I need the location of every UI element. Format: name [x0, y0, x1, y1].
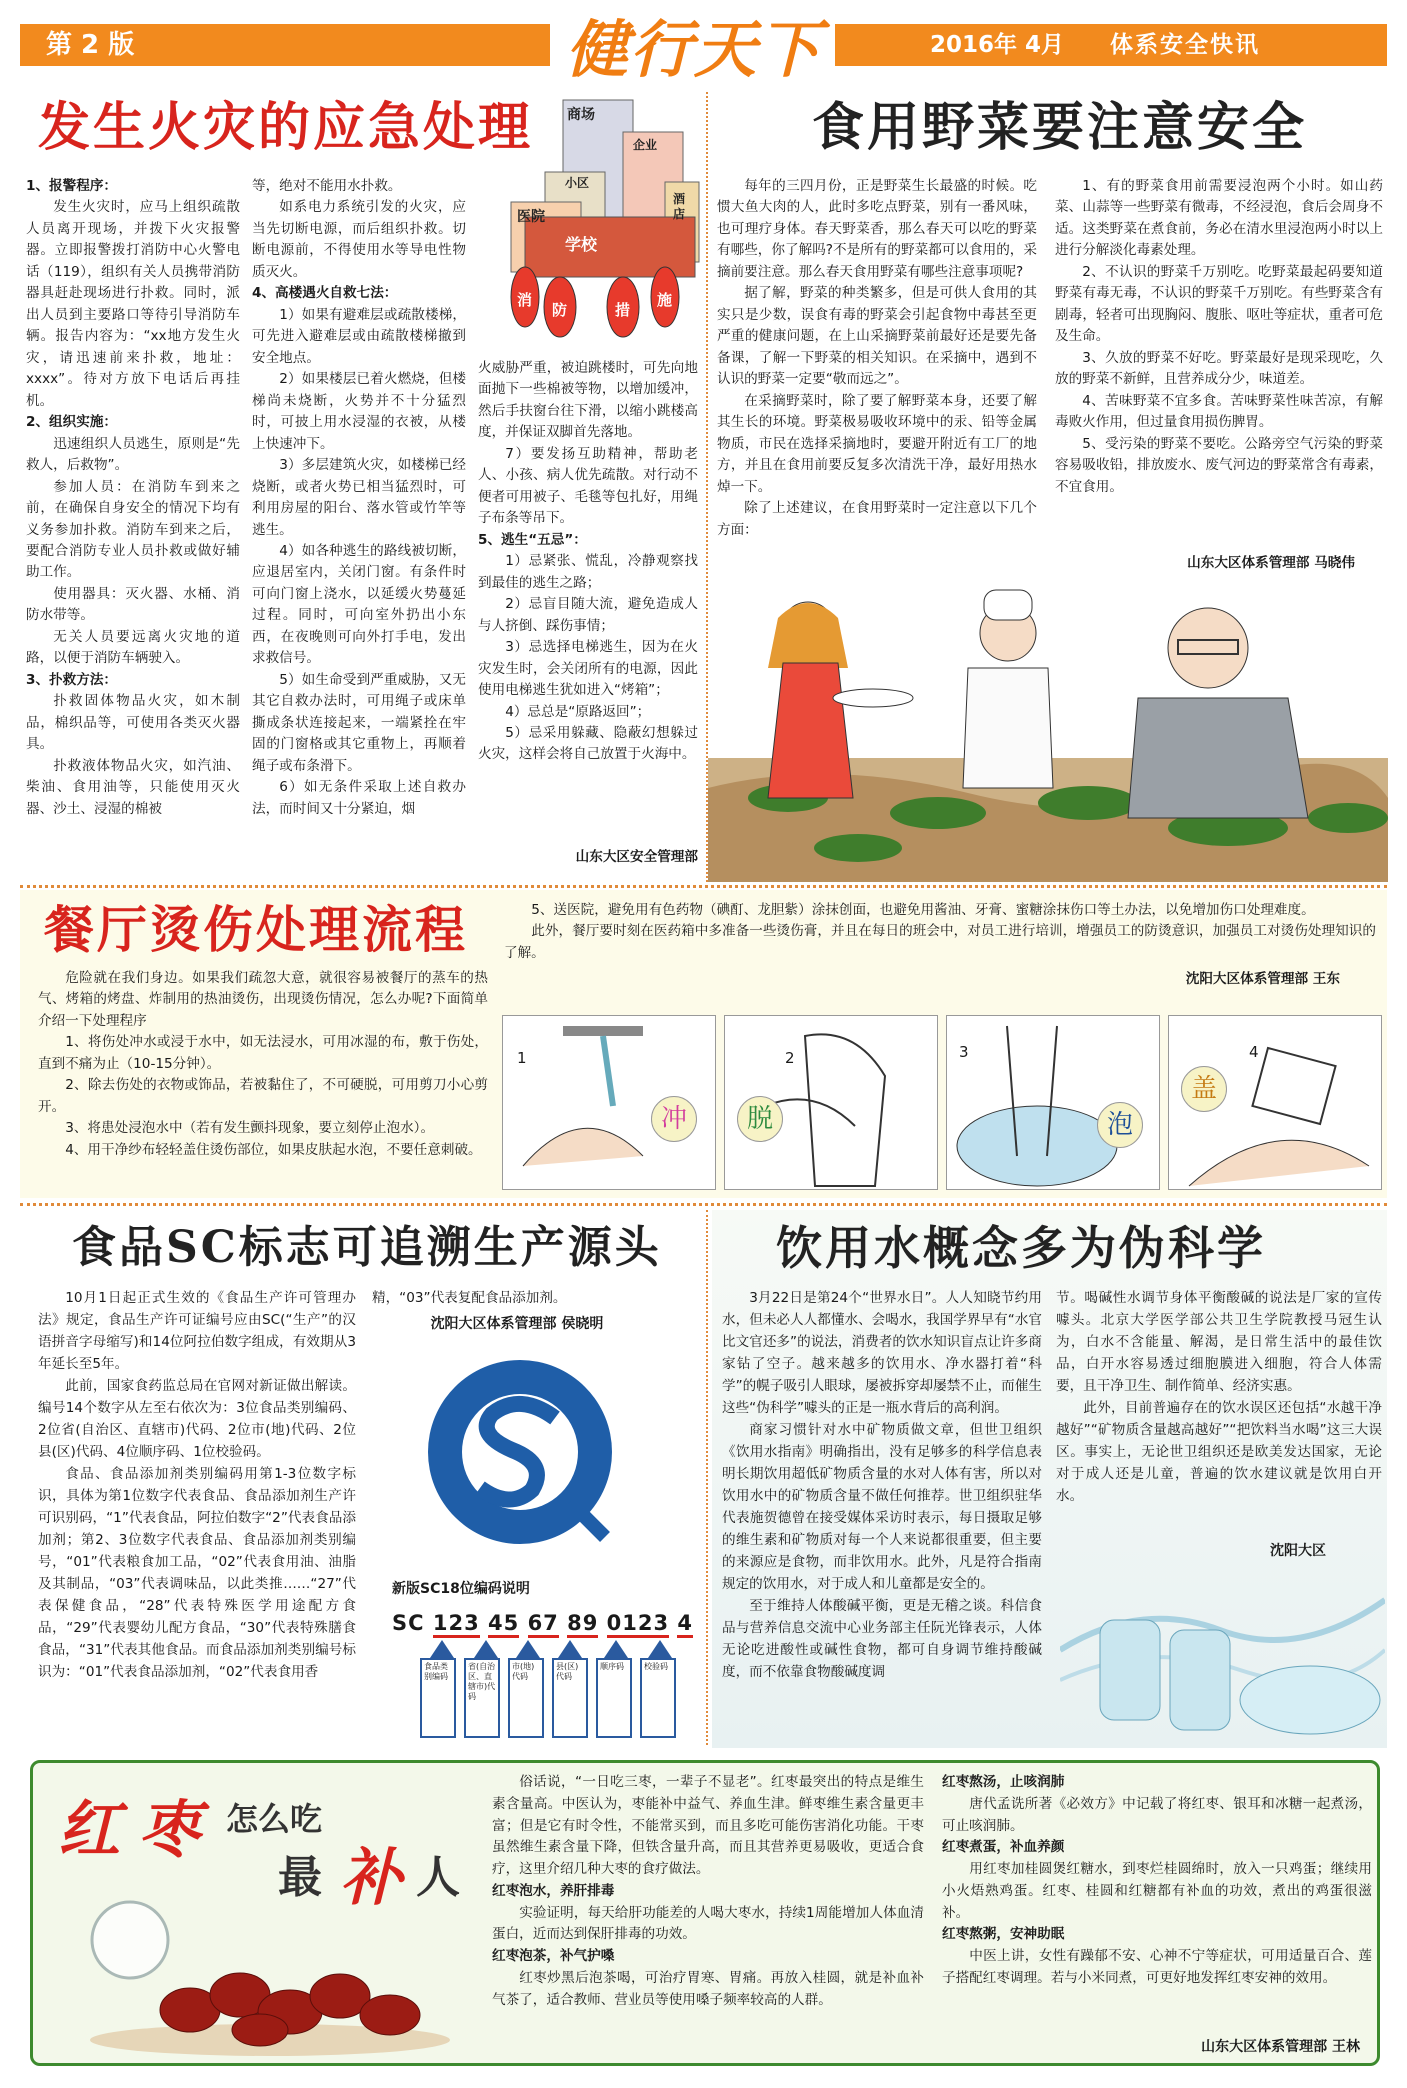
paragraph: 1）如果有避难层或疏散楼梯，可先进入避难层或由疏散楼梯撤到安全地点。	[252, 306, 466, 366]
burn-step-4	[1168, 1015, 1382, 1190]
subheading: 红枣煮蛋，补血养颜	[942, 1839, 1065, 1856]
water-illustration	[1060, 1560, 1385, 1745]
step-word: 盖	[1181, 1066, 1227, 1112]
burn-right	[504, 900, 1376, 964]
fire-title: 发生火灾的应急处理	[38, 97, 534, 158]
paragraph: 使用器具：灭火器、水桶、消防水带等。	[26, 585, 240, 624]
dates-title-char: 人	[416, 1852, 460, 1903]
sc-code-group: 4	[677, 1611, 693, 1638]
fire-col-2	[252, 176, 466, 820]
sc-left	[38, 1287, 356, 1683]
sc-code-label: 食品类别编码	[420, 1658, 456, 1738]
paragraph: 3）忌选择电梯逃生，因为在火灾发生时，会关闭所有的电源，因此使用电梯逃生犹如进入“烤箱”；	[478, 639, 698, 699]
step-number: 4	[1249, 1043, 1259, 1061]
dates-illustration	[70, 1900, 470, 2060]
header-paper-name: 体系安全快讯	[1110, 32, 1260, 58]
fire-illustration	[505, 92, 702, 342]
paragraph: 4、苦味野菜不宜多食。苦味野菜性味苦凉，有解毒败火作用，但过量食用损伤脾胃。	[1055, 392, 1383, 431]
paragraph: 2、除去伤处的衣物或饰品，若被黏住了，不可硬脱，可用剪刀小心剪开。	[38, 1077, 488, 1115]
extinguisher-label: 防	[552, 301, 568, 319]
subheading: 3、扑救方法：	[26, 671, 118, 688]
dates-title-char: 红	[58, 1793, 121, 1866]
paragraph: 如系电力系统引发的火灾，应当先切断电源，而后组织扑救。切断电源前，不得使用水等导电性物质灭火。	[252, 199, 466, 280]
paragraph: 2）如果楼层已着火燃烧，但楼梯尚未烧断，火势并不十分猛烈时，可披上用水浸湿的衣被，从楼上快速冲下。	[252, 371, 466, 452]
paragraph: 5、受污染的野菜不要吃。公路旁空气污染的野菜容易吸收铅，排放废水、废气河边的野菜常含有毒素，不宜食用。	[1055, 435, 1383, 495]
paragraph: 4）忌总是“原路返回”；	[505, 703, 651, 720]
paragraph: 火威胁严重，被迫跳楼时，可先向地面抛下一些棉被等物，以增加缓冲，然后手扶窗台往下滑，以缩小跳楼高度，并保证双脚首先落地。	[478, 360, 698, 441]
paragraph: 节。喝碱性水调节身体平衡酸碱的说法是厂家的宣传噱头。北京大学医学部公共卫生学院教授马冠生认为，白水不含能量、解渴，是日常生活中的最佳饮品，白开水容易透过细胞膜进入细胞，符合人体需要，且干净卫生、制作简单、经济实惠。	[1056, 1290, 1382, 1395]
paragraph: 3、将患处浸泡水中（若有发生颤抖现象，要立刻停止泡水）。	[65, 1120, 435, 1137]
paragraph: 俗话说，“一日吃三枣，一辈子不显老”。红枣最突出的特点是维生素含量高。中医认为，枣能补中益气、养血生津。鲜枣维生素含量更丰富；但是它有时令性，不能常买到，而且多吃可能伤害消化功能。干枣虽然维生素含量下降，但铁含量升高，而且其营养更易吸收，更适合食疗，这里介绍几种大枣的食疗做法。	[492, 1774, 924, 1877]
water-author: 沈阳大区	[1270, 1543, 1326, 1559]
divider	[20, 1203, 1387, 1206]
burn-author: 沈阳大区体系管理部 王东	[1185, 971, 1340, 987]
paragraph: 5）如生命受到严重威胁，又无其它自救办法时，可用绳子或床单撕成条状连接起来，一端紧拴在牢固的门窗格或其它重物上，再顺着绳子或布条滑下。	[252, 671, 466, 774]
veg-col-2	[1055, 176, 1383, 498]
paragraph: 每年的三四月份，正是野菜生长最盛的时候。吃惯大鱼大肉的人，此时多吃点野菜，别有一番风味，也可理疗身体。春天野菜香，那么春天可以吃的野菜有哪些，你了解吗?不是所有的野菜都可以食用的，采摘前要注意。那么春天食用野菜有哪些注意事项呢?	[717, 178, 1037, 280]
paragraph: 2）忌盲目随大流，避免造成人与人挤倒、踩伤事情；	[478, 596, 698, 634]
extinguisher-label: 消	[517, 291, 533, 309]
paragraph: 除了上述建议，在食用野菜时一定注意以下几个方面：	[717, 500, 1037, 538]
paragraph: 6）如无条件采取上述自救办法，而时间又十分紧迫，烟	[252, 779, 466, 817]
paragraph: 此前，国家食药监总局在官网对新证做出解读。编号14个数字从左至右依次为：3位食品类别编码、2位省(自治区、直辖市)代码、2位市(地)代码、2位县(区)代码、4位顺序码、1位校验码。	[38, 1378, 356, 1461]
paragraph: 1）忌紧张、慌乱，冷静观察找到最佳的逃生之路；	[478, 553, 698, 591]
dates-col-2	[942, 1772, 1372, 1990]
paragraph: 扑救液体物品火灾，如汽油、柴油、食用油等，只能使用灭火器、沙土、浸湿的棉被	[26, 757, 240, 817]
subheading: 红枣泡水，养肝排毒	[492, 1882, 615, 1899]
water-title: 饮用水概念多为伪科学	[776, 1221, 1266, 1275]
dates-title	[58, 1780, 478, 1920]
step-number: 3	[959, 1043, 969, 1061]
burn-title: 餐厅烫伤处理流程	[44, 900, 468, 959]
dates-title-char: 最	[278, 1852, 322, 1903]
building-label: 学校	[565, 235, 598, 254]
paragraph: 据了解，野菜的种类繁多，但是可供人食用的其实只是少数，误食有毒的野菜会引起食物中毒甚至更严重的健康问题，在上山采摘野菜前最好还是要先备备课，了解一下野菜的相关知识。在采摘中，遇到不认识的野菜一定要“敬而远之”。	[717, 285, 1037, 388]
building-label: 酒店	[673, 192, 686, 221]
paragraph: 发生火灾时，应马上组织疏散人员离开现场，并拨下火灾报警器。立即报警拨打消防中心火警电话（119），组织有关人员携带消防器具赶赴现场进行扑救。同时，派出人员到主要路口等待引导消防车辆。报告内容为：“xx地方发生火灾，请迅速前来扑救，地址：xxxx”。待对方放下电话后再挂机。	[26, 199, 240, 409]
extinguisher-label: 措	[615, 301, 631, 319]
paragraph: 用红枣加桂圆煲红糖水，到枣烂桂圆绵时，放入一只鸡蛋；继续用小火焐熟鸡蛋。红枣、桂圆和红糖都有补血的功效，煮出的鸡蛋很滋补。	[942, 1861, 1372, 1921]
paragraph: 2、不认识的野菜千万别吃。吃野菜最起码要知道野菜有毒无毒，不认识的野菜千万别吃。有些野菜含有剧毒，轻者可出现胸闷、腹胀、呕吐等症状，重者可危及生命。	[1055, 263, 1383, 345]
step-word: 泡	[1097, 1102, 1143, 1148]
sc-title: 食品SC标志可追溯生产源头	[72, 1222, 662, 1273]
paragraph: 红枣炒黑后泡茶喝，可治疗胃寒、胃痛。再放入桂圆，就是补血补气茶了，适合教师、营业员等使用嗓子频率较高的人群。	[492, 1969, 924, 2008]
sc-code-label: 省(自治区、直辖市)代码	[464, 1658, 500, 1738]
fire-author: 山东大区安全管理部	[575, 849, 698, 865]
paragraph: 3、久放的野菜不好吃。野菜最好是现采现吃，久放的野菜不新鲜，且营养成分少，味道差。	[1055, 349, 1383, 388]
divider	[20, 885, 1387, 888]
sc-right-text: 精，“03”代表复配食品添加剂。	[372, 1290, 567, 1306]
paragraph: 1、有的野菜食用前需要浸泡两个小时。如山药菜、山蒜等一些野菜有微毒，不经浸泡，食后会周身不适。这类野菜在煮食前，务必在清水里浸泡两小时以上进行分解淡化毒素处理。	[1055, 178, 1383, 259]
paragraph: 在采摘野菜时，除了要了解野菜本身，还要了解其生长的环境。野菜极易吸收环境中的汞、铅等金属物质，市民在选择采摘地时，要避开附近有工厂的地方，并且在食用前要反复多次清洗干净，最好用热水焯一下。	[717, 392, 1037, 495]
paragraph: 实验证明，每天给肝功能差的人喝大枣水，持续1周能增加人体血清蛋白，近而达到保肝排毒的功效。	[492, 1904, 924, 1943]
burn-step-1	[502, 1015, 716, 1190]
veg-title: 食用野菜要注意安全	[812, 97, 1308, 158]
dates-col-1	[492, 1772, 924, 2011]
sc-logo	[420, 1352, 620, 1552]
water-col-1	[722, 1287, 1042, 1683]
paragraph: 唐代孟诜所著《必效方》中记载了将红枣、银耳和冰糖一起煮汤，可止咳润肺。	[942, 1795, 1372, 1834]
sc-code	[392, 1606, 693, 1640]
burn-step-3	[946, 1015, 1160, 1190]
dates-title-char: 怎么吃	[226, 1800, 323, 1838]
extinguisher-label: 施	[657, 291, 673, 309]
sc-code-group: 123	[433, 1611, 480, 1638]
paragraph: 迅速组织人员逃生，原则是“先救人，后救物”。	[26, 435, 240, 474]
paragraph: 5）忌采用躲藏、隐蔽幻想躲过火灾，这样会将自己放置于火海中。	[478, 724, 698, 763]
sc-code-label: 县(区)代码	[552, 1658, 588, 1738]
sc-code-group: 89	[567, 1611, 598, 1638]
subheading: 红枣熬粥，安神助眠	[942, 1926, 1065, 1943]
subheading: 红枣熬汤，止咳润肺	[942, 1774, 1065, 1790]
veg-illustration	[708, 588, 1388, 882]
paragraph: 4）如各种逃生的路线被切断，应退居室内，关闭门窗。有条件时可向门窗上浇水，以延缓火势蔓延过程。同时，可向室外扔出小东西，在夜晚则可向外打手电，发出求救信号。	[252, 542, 466, 667]
paragraph: 7）要发扬互助精神，帮助老人、小孩、病人优先疏散。对行动不便者可用被子、毛毯等包扎好，用绳子布条等吊下。	[478, 445, 698, 527]
sc-code-label: 市(地)代码	[508, 1658, 544, 1738]
paragraph: 中医上讲，女性有躁郁不安、心神不宁等症状，可用适量百合、莲子搭配红枣调理。若与小米同煮，可更好地发挥红枣安神的效用。	[942, 1948, 1372, 1986]
sc-code-labels	[420, 1640, 690, 1740]
subheading: 1、报警程序：	[26, 178, 118, 194]
sc-code-group: 0123	[607, 1611, 669, 1638]
paragraph: 1、将伤处冲水或浸于水中，如无法浸水，可用冰湿的布，敷于伤处，直到不痛为止（10-15分钟）。	[38, 1034, 488, 1072]
building-label: 医院	[517, 209, 545, 225]
paragraph: 食品、食品添加剂类别编码用第1-3位数字标识，具体为第1位数字代表食品、食品添加剂生产许可识别码，“1”代表食品，阿拉伯数字“2”代表食品添加剂；第2、3位数字代表食品、食品添加剂类别编号，“01”代表粮食加工品，“02”代表食用油、油脂及其制品，“03”代表调味品，以此类推……“27”代表保健食品，“28”代表特殊医学用途配方食品，“29”代表婴幼儿配方食品，“30”代表特殊膳食食品，“31”代表其他食品。而食品添加剂类别编号标识为：“01”代表食品添加剂，“02”代表食用香	[38, 1466, 356, 1681]
paragraph: 此外，餐厅要时刻在医药箱中多准备一些烫伤膏，并且在每日的班会中，对员工进行培训，增强员工的防烫意识，加强员工对烫伤处理知识的了解。	[504, 923, 1376, 961]
sc-code-label: 顺序码	[596, 1658, 632, 1738]
paragraph: 无关人员要远离火灾地的道路，以便于消防车辆驶入。	[26, 628, 240, 667]
sc-code-label: 校验码	[640, 1658, 676, 1738]
paragraph: 参加人员：在消防车到来之前，在确保自身安全的情况下均有义务参加扑救。消防车到来之后，要配合消防专业人员扑救或做好辅助工作。	[26, 478, 240, 581]
fire-col-3	[478, 358, 698, 766]
veg-author: 山东大区体系管理部 马晓伟	[1187, 555, 1355, 571]
edition-label: 第 2 版	[46, 30, 135, 60]
step-number: 2	[785, 1049, 795, 1067]
water-col-2	[1056, 1287, 1382, 1507]
header-date: 2016年 4月	[930, 32, 1065, 58]
sc-code-caption: 新版SC18位编码说明	[392, 1581, 530, 1597]
dates-author: 山东大区体系管理部 王林	[1201, 2039, 1360, 2055]
dates-title-char: 补	[340, 1841, 403, 1914]
paragraph: 等，绝对不能用水扑救。	[252, 178, 402, 194]
building-label: 企业	[633, 138, 658, 152]
subheading: 2、组织实施：	[26, 414, 118, 431]
building-label: 商场	[567, 107, 595, 123]
building-label: 小区	[565, 176, 590, 190]
divider	[706, 1210, 708, 1745]
paragraph: 危险就在我们身边。如果我们疏忽大意，就很容易被餐厅的蒸车的热气、烤箱的烤盘、炸制用的热油烫伤，出现烫伤情况，怎么办呢?下面简单介绍一下处理程序	[38, 970, 488, 1029]
fire-col-1	[26, 176, 240, 820]
step-word: 脱	[737, 1096, 783, 1142]
paragraph: 3）多层建筑火灾，如楼梯已经烧断，或者火势已相当猛烈时，可利用房屋的阳台、落水管或竹竿等逃生。	[252, 457, 466, 538]
burn-left	[38, 968, 488, 1161]
dates-title-char: 枣	[138, 1793, 201, 1866]
sc-author: 沈阳大区体系管理部 侯晓明	[430, 1316, 604, 1332]
step-word: 冲	[651, 1096, 697, 1142]
paragraph: 此外，目前普遍存在的饮水误区还包括“水越干净越好”“矿物质含量越高越好”“把饮料当水喝”这三大误区。事实上，无论世卫组织还是欧美发达国家，无论对于成人还是儿童，普遍的饮水建议就是饮用白开水。	[1056, 1400, 1382, 1505]
subheading: 4、高楼遇火自救七法：	[252, 285, 398, 302]
step-number: 1	[517, 1049, 527, 1067]
paragraph: 3月22日是第24个“世界水日”。人人知晓节约用水，但未必人人都懂水、会喝水，我国学界早有“水官比文官还多”的说法，消费者的饮水知识盲点让许多商家钻了空子。越来越多的饮用水、净水器打着“科学”的幌子吸引人眼球，屡被拆穿却屡禁不止，而催生这些“伪科学”噱头的正是一瓶水背后的高利润。	[722, 1290, 1042, 1417]
sc-code-group: 45	[488, 1611, 519, 1638]
burn-step-2	[724, 1015, 938, 1190]
paragraph: 5、送医院，避免用有色药物（碘酊、龙胆紫）涂抹创面，也避免用酱油、牙膏、蜜糖涂抹伤口等土办法，以免增加伤口处理难度。	[531, 902, 1315, 918]
subheading: 红枣泡茶，补气护嗓	[492, 1948, 615, 1964]
subheading: 5、逃生“五忌”：	[478, 531, 587, 548]
sc-code-prefix: SC	[392, 1611, 425, 1635]
masthead: 健行天下	[565, 13, 822, 86]
veg-col-1	[717, 176, 1037, 541]
paragraph: 10月1日起正式生效的《食品生产许可管理办法》规定，食品生产许可证编号应由SC(“生产”的汉语拼音字母缩写)和14位阿拉伯数字组成，有效期从3年延长至5年。	[38, 1290, 356, 1373]
paragraph: 扑救固体物品火灾，如木制品，棉织品等，可使用各类灭火器具。	[26, 693, 240, 753]
sc-code-group: 67	[528, 1611, 559, 1638]
paragraph: 4、用干净纱布轻轻盖住烫伤部位，如果皮肤起水泡，不要任意刺破。	[65, 1141, 482, 1158]
paragraph: 商家习惯针对水中矿物质做文章，但世卫组织《饮用水指南》明确指出，没有足够多的科学信息表明长期饮用超低矿物质含量的水对人体有害，所以对饮用水中的矿物质含量不做任何推荐。世卫组织驻华代表施贺德曾在接受媒体采访时表示，每日摄取足够的维生素和矿物质对每一个人来说都很重要，但主要的来源应是食物，而非饮用水。此外，凡是符合指南规定的饮用水，对于成人和儿童都是安全的。	[722, 1422, 1042, 1593]
paragraph: 至于维持人体酸碱平衡，更是无稽之谈。科信食品与营养信息交流中心业务部主任阮光锋表示，人体无论吃进酸性或碱性食物，都可自身调节维持酸碱度，而不依靠食物酸碱度调	[722, 1598, 1042, 1681]
